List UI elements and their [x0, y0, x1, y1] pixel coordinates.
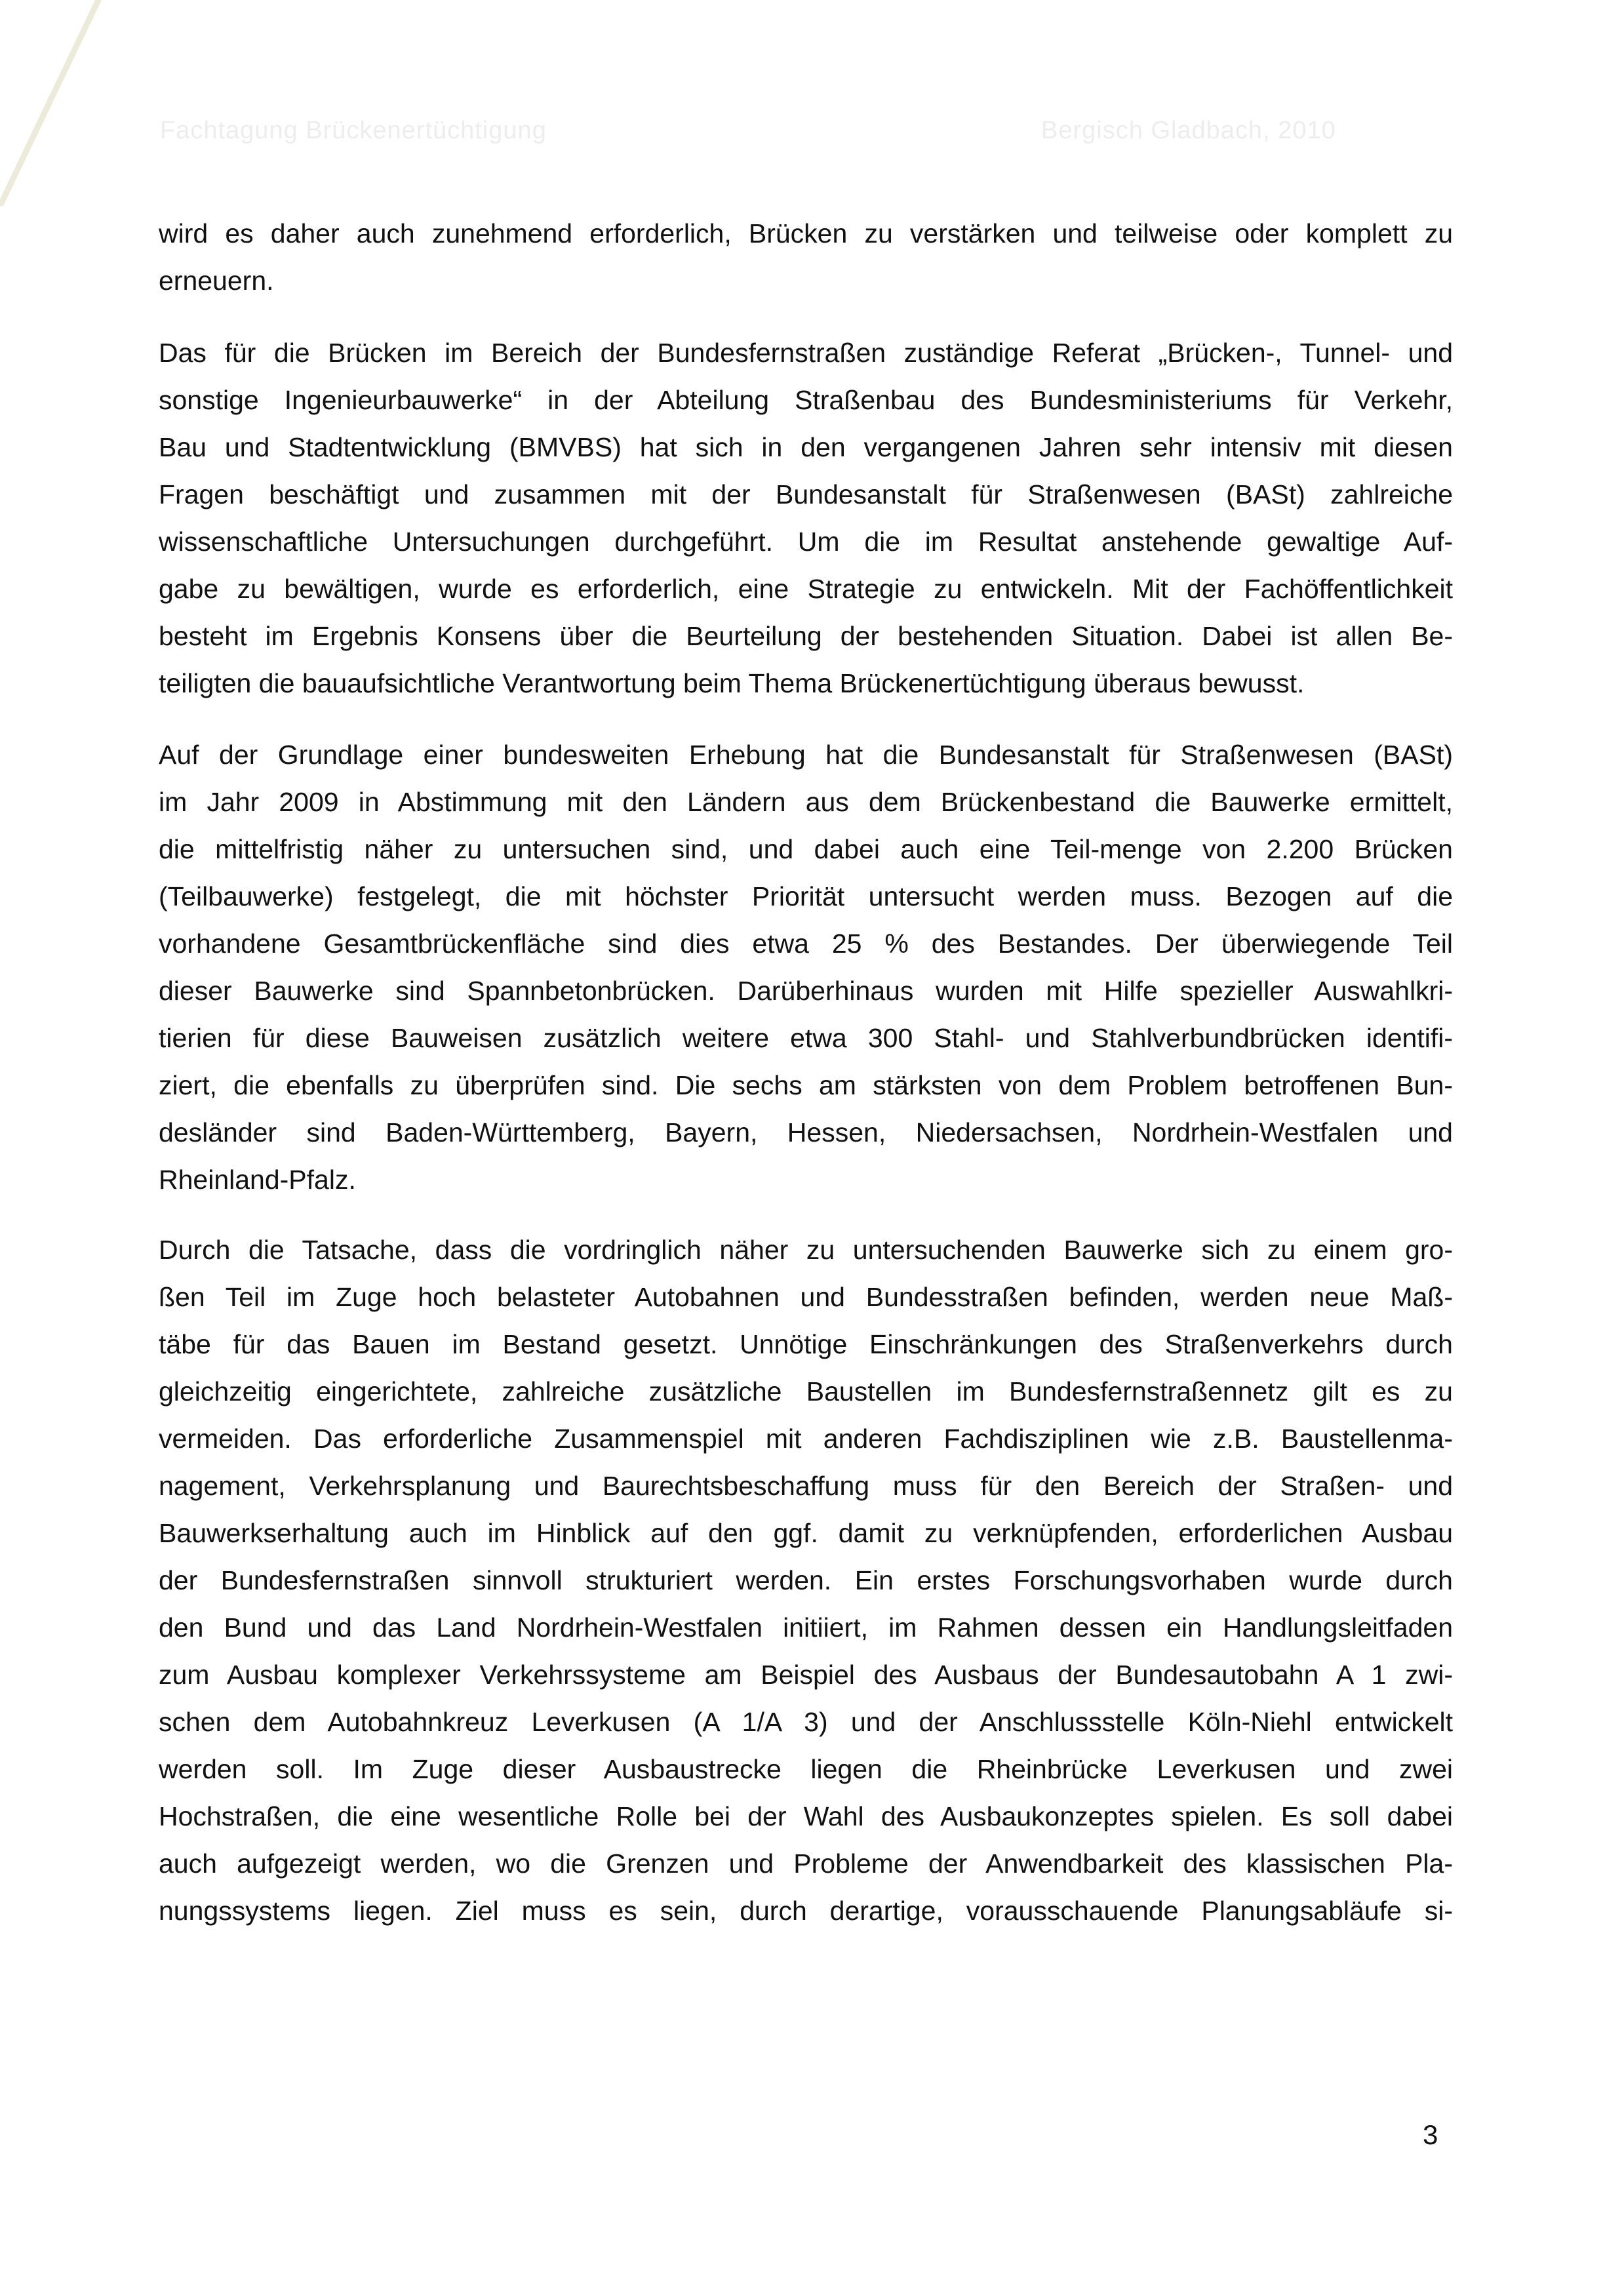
- text-line: Das für die Brücken im Bereich der Bundesfernstraßen zuständige Referat „Brücken-, Tunnel- und: [159, 338, 1453, 368]
- text-line: teiligten die bauaufsichtliche Verantwortung beim Thema Brückenertüchtigung überaus bewusst.: [159, 668, 1305, 698]
- text-line: wird es daher auch zunehmend erforderlich, Brücken zu verstärken und teilweise oder komplett zu: [159, 218, 1453, 249]
- text-line: auch aufgezeigt werden, wo die Grenzen und Probleme der Anwendbarkeit des klassischen Pla-: [159, 1848, 1453, 1879]
- text-line: schen dem Autobahnkreuz Leverkusen (A 1/A 3) und der Anschlussstelle Köln-Niehl entwickelt: [159, 1707, 1453, 1737]
- text-line: Bauwerkserhaltung auch im Hinblick auf den ggf. damit zu verknüpfenden, erforderlichen Ausbau: [159, 1518, 1453, 1548]
- page-number: 3: [1423, 2119, 1438, 2150]
- text-line: die mittelfristig näher zu untersuchen sind, und dabei auch eine Teil-menge von 2.200 Brücken: [159, 834, 1453, 864]
- running-header-left: Fachtagung Brückenertüchtigung: [160, 117, 547, 144]
- text-line: den Bund und das Land Nordrhein-Westfalen initiiert, im Rahmen dessen ein Handlungsleitfaden: [159, 1612, 1453, 1643]
- running-header-right: Bergisch Gladbach, 2010: [1041, 117, 1336, 144]
- text-line: wissenschaftliche Untersuchungen durchgeführt. Um die im Resultat anstehende gewaltige Auf-: [159, 527, 1453, 557]
- text-line: sonstige Ingenieurbauwerke“ in der Abteilung Straßenbau des Bundesministeriums für Verkehr,: [159, 385, 1453, 415]
- text-line: (Teilbauwerke) festgelegt, die mit höchster Priorität untersucht werden muss. Bezogen auf die: [159, 881, 1453, 911]
- text-line: werden soll. Im Zuge dieser Ausbaustrecke liegen die Rheinbrücke Leverkusen und zwei: [159, 1754, 1453, 1784]
- text-line: vermeiden. Das erforderliche Zusammenspiel mit anderen Fachdisziplinen wie z.B. Baustellenma-: [159, 1424, 1453, 1454]
- text-line: Fragen beschäftigt und zusammen mit der Bundesanstalt für Straßenwesen (BASt) zahlreiche: [159, 479, 1453, 509]
- text-line: dieser Bauwerke sind Spannbetonbrücken. Darüberhinaus wurden mit Hilfe spezieller Auswahlkri-: [159, 976, 1453, 1006]
- text-line: Bau und Stadtentwicklung (BMVBS) hat sich in den vergangenen Jahren sehr intensiv mit diesen: [159, 432, 1453, 462]
- text-line: ziert, die ebenfalls zu überprüfen sind. Die sechs am stärksten von dem Problem betroffenen Bun-: [159, 1070, 1453, 1100]
- text-line: Rheinland-Pfalz.: [159, 1165, 356, 1195]
- text-line: nagement, Verkehrsplanung und Baurechtsbeschaffung muss für den Bereich der Straßen- und: [159, 1471, 1453, 1501]
- text-line: erneuern.: [159, 266, 274, 296]
- text-line: Durch die Tatsache, dass die vordringlich näher zu untersuchenden Bauwerke sich zu einem gro-: [159, 1235, 1453, 1265]
- text-line: ßen Teil im Zuge hoch belasteter Autobahnen und Bundesstraßen befinden, werden neue Maß-: [159, 1282, 1453, 1312]
- text-line: tierien für diese Bauweisen zusätzlich weitere etwa 300 Stahl- und Stahlverbundbrücken identifi-: [159, 1023, 1453, 1053]
- text-line: nungssystems liegen. Ziel muss es sein, durch derartige, vorausschauende Planungsabläufe si-: [159, 1896, 1453, 1926]
- text-line: im Jahr 2009 in Abstimmung mit den Ländern aus dem Brückenbestand die Bauwerke ermittelt,: [159, 787, 1453, 817]
- text-line: der Bundesfernstraßen sinnvoll strukturiert werden. Ein erstes Forschungsvorhaben wurde durch: [159, 1565, 1453, 1595]
- text-line: Hochstraßen, die eine wesentliche Rolle bei der Wahl des Ausbaukonzeptes spielen. Es soll dabei: [159, 1801, 1453, 1831]
- text-line: Auf der Grundlage einer bundesweiten Erhebung hat die Bundesanstalt für Straßenwesen (BASt): [159, 740, 1453, 770]
- text-line: besteht im Ergebnis Konsens über die Beurteilung der bestehenden Situation. Dabei ist allen Be-: [159, 621, 1453, 651]
- text-line: vorhandene Gesamtbrückenfläche sind dies etwa 25 % des Bestandes. Der überwiegende Teil: [159, 928, 1453, 959]
- text-line: täbe für das Bauen im Bestand gesetzt. Unnötige Einschränkungen des Straßenverkehrs durch: [159, 1329, 1453, 1359]
- text-line: desländer sind Baden-Württemberg, Bayern, Hessen, Niedersachsen, Nordrhein-Westfalen und: [159, 1117, 1453, 1148]
- text-line: gleichzeitig eingerichtete, zahlreiche zusätzliche Baustellen im Bundesfernstraßennetz gilt es zu: [159, 1376, 1453, 1407]
- text-line: zum Ausbau komplexer Verkehrssysteme am Beispiel des Ausbaus der Bundesautobahn A 1 zwi-: [159, 1660, 1453, 1690]
- text-line: gabe zu bewältigen, wurde es erforderlich, eine Strategie zu entwickeln. Mit der Fachöffentlichkeit: [159, 574, 1453, 604]
